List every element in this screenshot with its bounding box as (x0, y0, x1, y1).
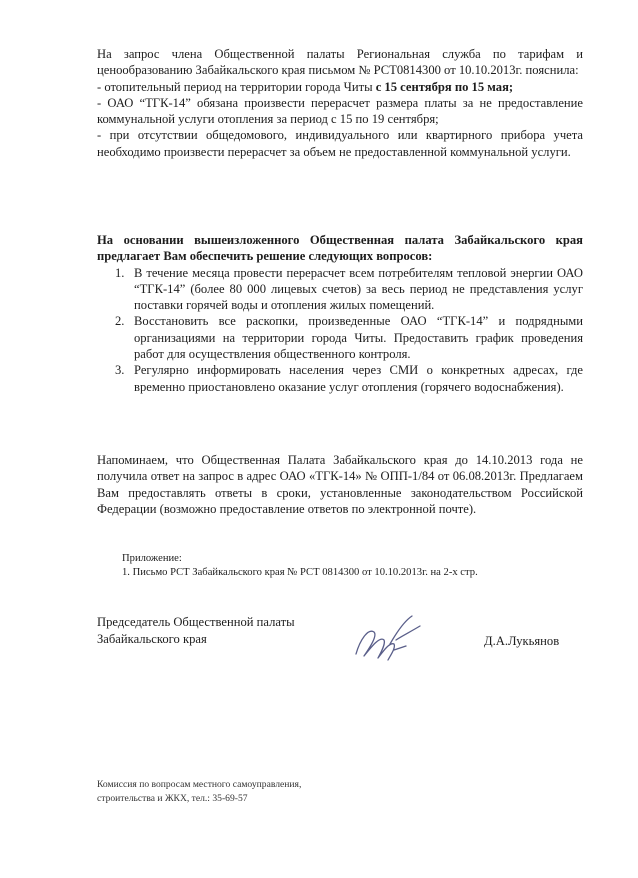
signatory-name: Д.А.Лукьянов (484, 634, 560, 648)
requests-list (97, 265, 583, 395)
request-item: 1. В течение месяца провести перерасчет всем потребителям тепловой энергии ОАО “ТГК-14” (более 80 000 лицевых счетов) за весь период не представления услуг поставки горячей воды и отопления жилых помещений. (115, 265, 583, 313)
attachments (122, 552, 478, 580)
request-item: 2. Восстановить все раскопки, произведенные ОАО “ТГК-14” и подрядными организациями на территории города Читы. Предоставить график проведения работ для осуществления общественного контроля. (115, 314, 583, 362)
reminder-paragraph: Напоминаем, что Общественная Палата Забайкальского края до 14.10.2013 года не получила ответ на запрос в адрес ОАО «ТГК-14» № ОПП-1/84 от 06.08.2013г. Предлагаем Вам предоставлять ответы в сроки, установленные законодательством Российской Федерации (возможно предоставление ответов по электронной почте). (97, 453, 583, 516)
intro-paragraph: На запрос члена Общественной палаты Региональная служба по тарифам и ценообразованию Забайкальского края письмом № РСТ0814300 от 10.10.2013г. пояснила: (97, 47, 583, 78)
heating-period-item: - отопительный период на территории города Читы с 15 сентября по 15 мая; (97, 79, 514, 94)
intro-section (97, 46, 583, 160)
attachment-item: 1. Письмо РСТ Забайкальского края № РСТ 0814300 от 10.10.2013г. на 2-х стр. (122, 567, 478, 578)
signatory-title: Председатель Общественной палаты Забайкальского края (97, 615, 295, 646)
recalculation-item: - ОАО “ТГК-14” обязана произвести перерасчет размера платы за не предоставление коммунальной услуги отопления за период с 15 по 19 сентября; (97, 95, 583, 127)
requests-section (97, 232, 583, 395)
handwritten-signature (350, 610, 430, 666)
attachment-label: Приложение: (122, 553, 182, 564)
request-item: 3. Регулярно информировать населения через СМИ о конкретных адресах, где временно приостановлено оказание услуг отопления (горячего водоснабжения). (115, 363, 583, 394)
reminder-section (97, 452, 583, 517)
requests-heading: На основании вышеизложенного Общественная палата Забайкальского края предлагает Вам обеспечить решение следующих вопросов: (97, 233, 583, 264)
meter-item: - при отсутствии общедомового, индивидуального или квартирного прибора учета необходимо произвести перерасчет за объем не предоставленной коммунальной услуги. (97, 128, 583, 159)
footer: Комиссия по вопросам местного самоуправления, строительства и ЖКХ, тел.: 35-69-57 (97, 779, 302, 804)
